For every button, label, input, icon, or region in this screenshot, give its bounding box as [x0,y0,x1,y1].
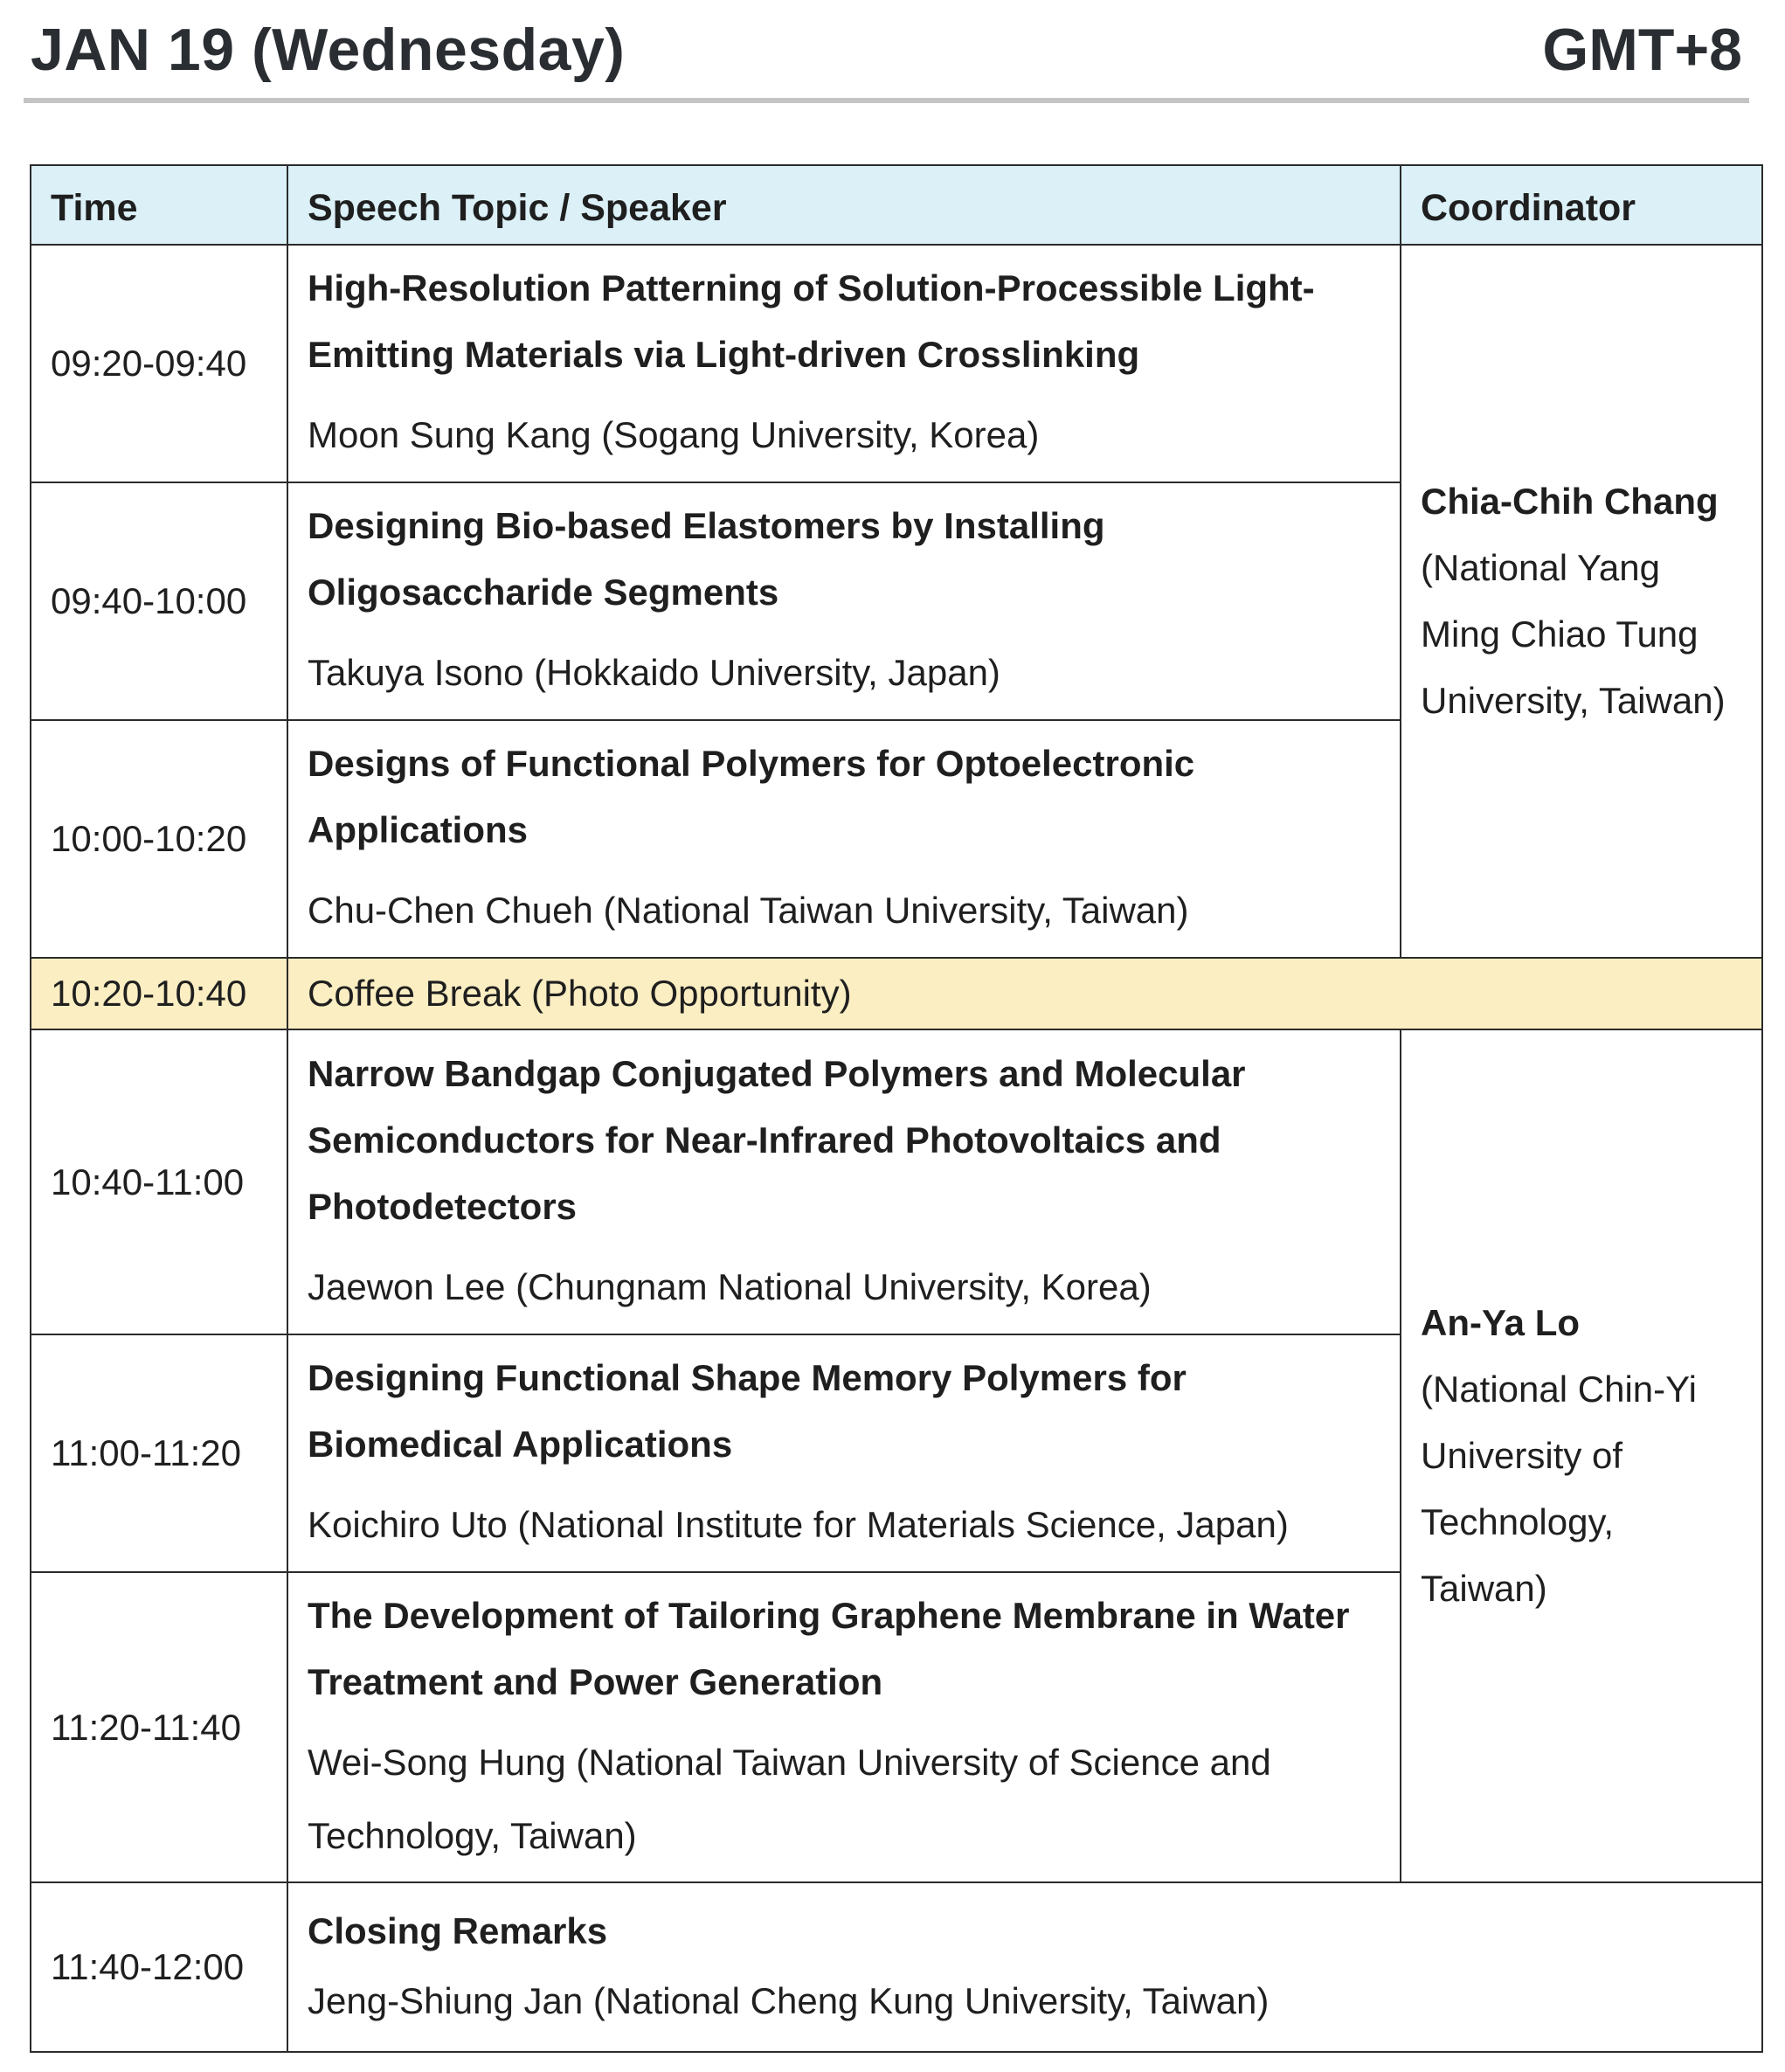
session-cell [287,1882,1762,2052]
coordinator-affiliation: (National Chin-Yi University of Technology, Taiwan) [1421,1369,1697,1609]
session-speaker: Takuya Isono (Hokkaido University, Japan) [308,652,1000,693]
session-time: 11:00-11:20 [31,1334,287,1572]
session-cell [287,1572,1401,1882]
table-header-row [31,165,1762,245]
session-speaker: Jeng-Shiung Jan (National Cheng Kung University, Taiwan) [308,1980,1270,2021]
table-row [31,245,1762,482]
coordinator-name: Chia-Chih Chang [1421,481,1719,522]
session-time: 11:40-12:00 [31,1882,287,2052]
session-speaker: Koichiro Uto (National Institute for Materials Science, Japan) [308,1504,1289,1545]
header-time: Time [31,165,287,245]
page-header [24,0,1749,103]
coordinator-name: An-Ya Lo [1421,1302,1581,1343]
session-title: The Development of Tailoring Graphene Membrane in Water Treatment and Power Generation [308,1594,1350,1702]
session-time: 10:40-11:00 [31,1029,287,1334]
header-coordinator: Coordinator [1401,165,1762,245]
table-row [31,1029,1762,1334]
session-cell [287,482,1401,720]
session-speaker: Moon Sung Kang (Sogang University, Korea) [308,414,1040,455]
break-row [31,958,1762,1029]
session-time: 09:40-10:00 [31,482,287,720]
session-speaker: Wei-Song Hung (National Taiwan University of Science and Technology, Taiwan) [308,1741,1271,1856]
session-time: 09:20-09:40 [31,245,287,482]
session-title: High-Resolution Patterning of Solution-Processible Light-Emitting Materials via Light-driven Crosslinking [308,267,1315,375]
session-time: 11:20-11:40 [31,1572,287,1882]
timezone-label: GMT+8 [1542,17,1742,83]
table-row [31,1882,1762,2052]
break-label: Coffee Break (Photo Opportunity) [287,958,1762,1029]
break-time: 10:20-10:40 [31,958,287,1029]
session-title: Designs of Functional Polymers for Optoelectronic Applications [308,743,1195,850]
session-title: Designing Bio-based Elastomers by Installing Oligosaccharide Segments [308,505,1105,613]
schedule-table [30,164,1763,2053]
header-topic: Speech Topic / Speaker [287,165,1401,245]
session-cell [287,245,1401,482]
session-time: 10:00-10:20 [31,720,287,958]
coordinator-affiliation: (National Yang Ming Chiao Tung University, Taiwan) [1421,547,1726,721]
coordinator-cell [1401,1029,1762,1882]
session-speaker: Jaewon Lee (Chungnam National University, Korea) [308,1265,1152,1307]
session-title: Designing Functional Shape Memory Polymers for Biomedical Applications [308,1357,1187,1465]
session-title: Closing Remarks [308,1910,608,1951]
session-cell [287,1029,1401,1334]
coordinator-cell [1401,245,1762,958]
page-title: JAN 19 (Wednesday) [31,17,626,83]
session-speaker: Chu-Chen Chueh (National Taiwan University, Taiwan) [308,890,1189,931]
session-cell [287,1334,1401,1572]
session-cell [287,720,1401,958]
session-title: Narrow Bandgap Conjugated Polymers and Molecular Semiconductors for Near-Infrared Photovoltaics and Photodetectors [308,1052,1246,1227]
